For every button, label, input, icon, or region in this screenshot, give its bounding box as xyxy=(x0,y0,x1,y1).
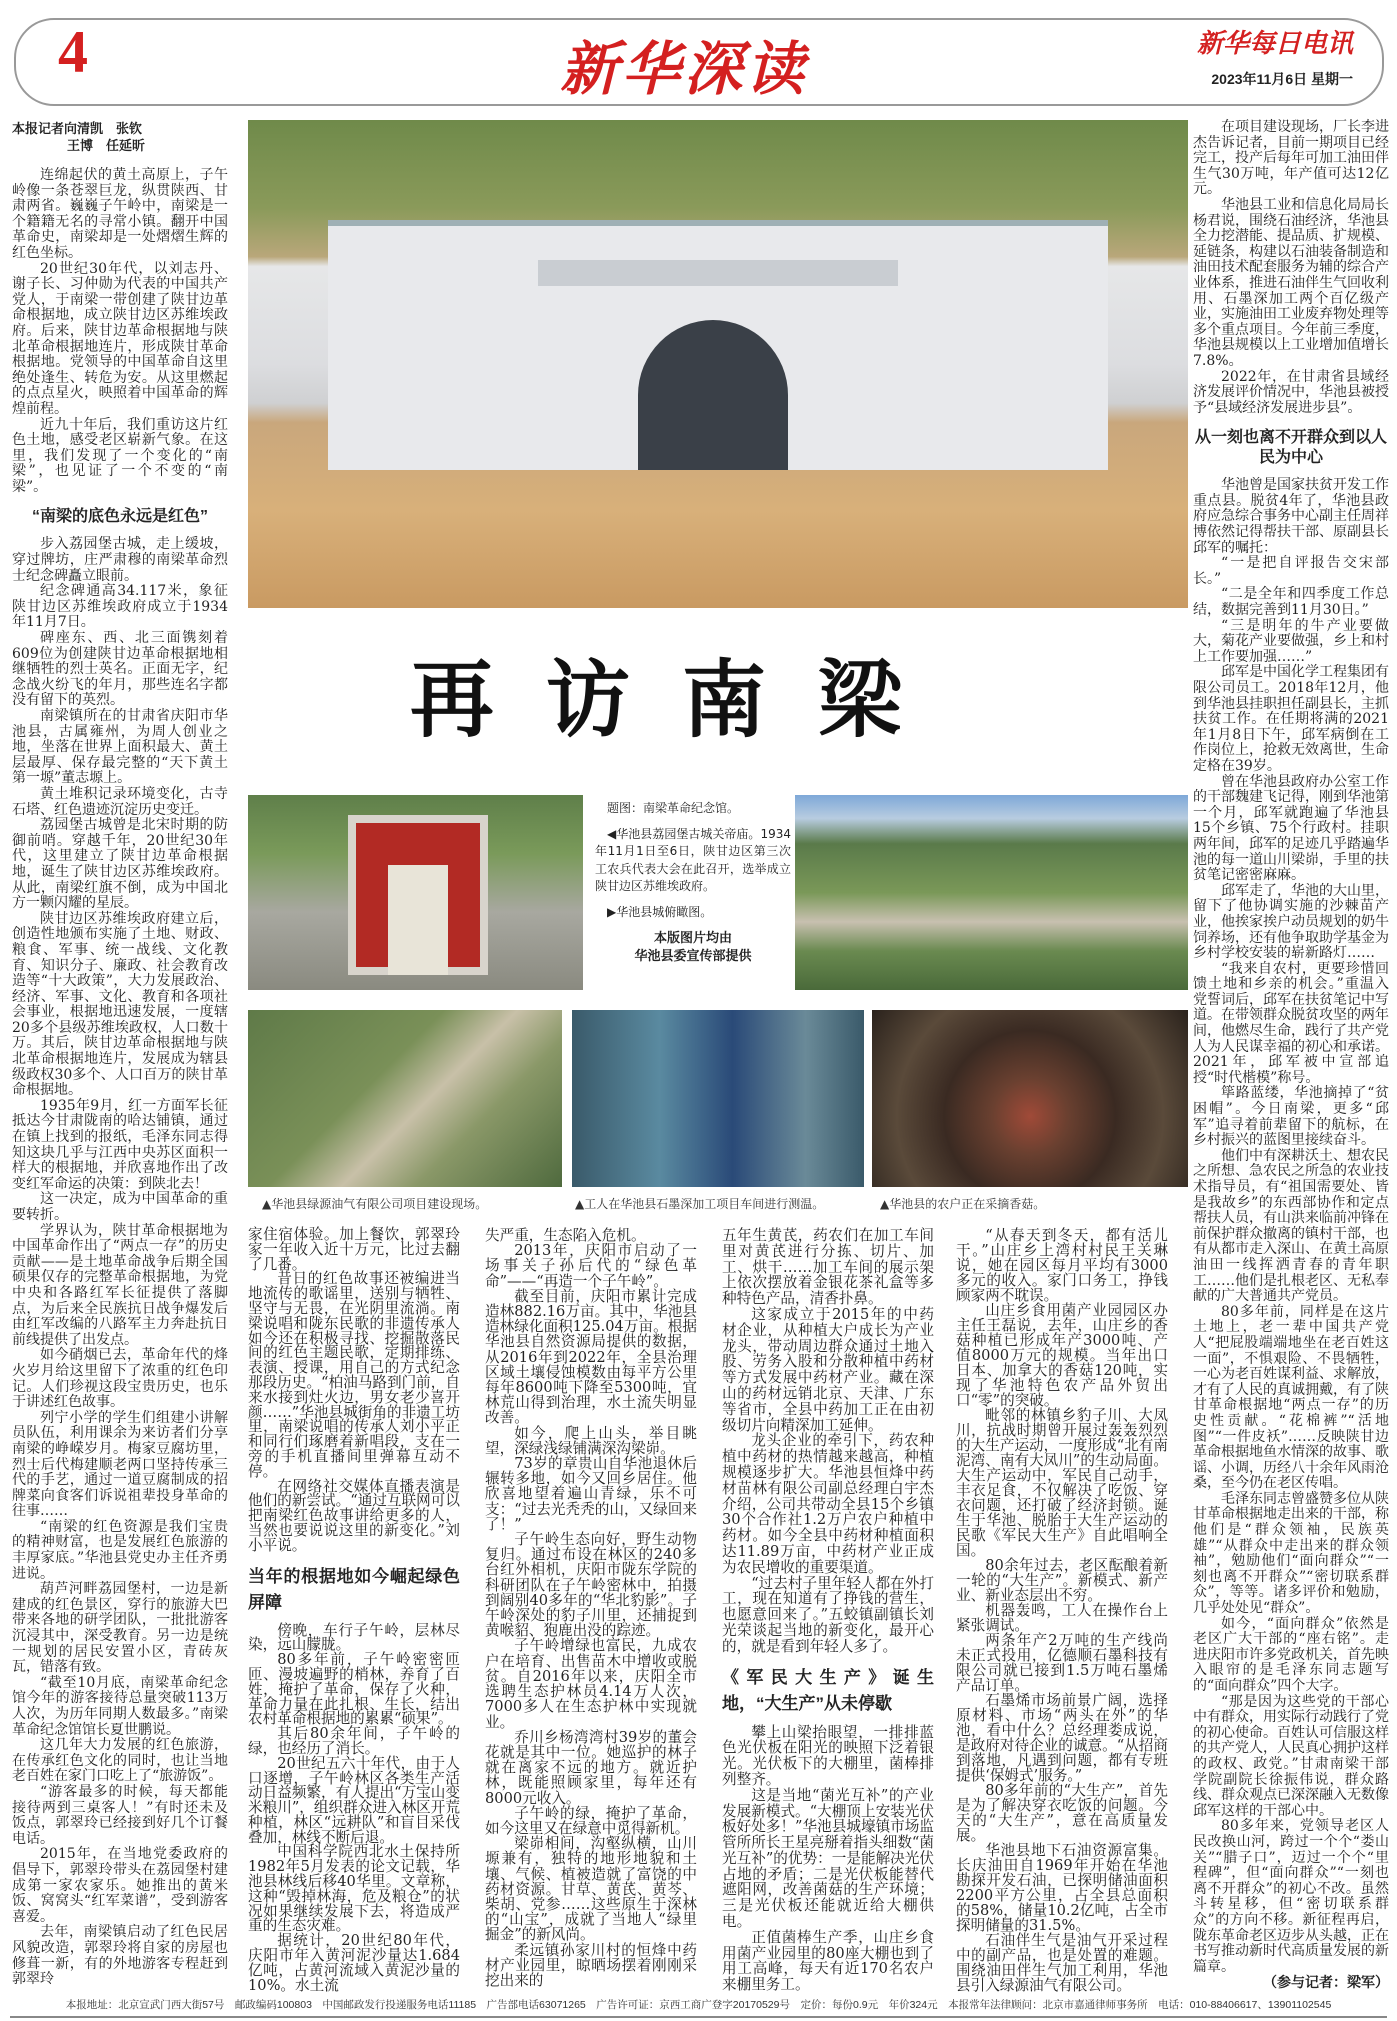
paragraph: 毛泽东同志曾盛赞多位从陕甘革命根据地走出来的干部，称他们是“群众领袖，民族英雄”“从群众中走出来的群众领袖”，勉励他们“面向群众”“一刻也离不开群众”“密切联系群众”，等等。诸多评价和勉励，几乎处处见“群众”。 xyxy=(1193,1490,1389,1617)
paragraph: 傍晚，车行子午岭，层林尽染，远山朦胧。 xyxy=(248,1621,460,1654)
paragraph: 机器轰鸣，工人在操作台上紧张调试。 xyxy=(956,1602,1168,1634)
paragraph: 攀上山梁抬眼望，一排排蓝色光伏板在阳光的映照下泛着银光。光伏板下的大棚里，菌棒排列整齐。 xyxy=(722,1723,934,1788)
paragraph: “截至10月底，南梁革命纪念馆今年的游客接待总量突破113万人次，为历年同期人数最多。”南梁革命纪念馆馆长夏世鹏说。 xyxy=(12,1674,228,1738)
paragraph: 其后80余年间，子午岭的绿，也经历了消长。 xyxy=(248,1725,460,1757)
paragraph: 73岁的章贵山自华池退休后辗转多地，如今又回乡居住。他欣喜地望着遍山青绿，乐不可支：“过去光秃秃的山，又绿回来了！” xyxy=(485,1455,697,1533)
photo-graphite-workers xyxy=(572,1010,864,1187)
page-number: 4 xyxy=(58,19,88,85)
byline-line: 王博 任延昕 xyxy=(67,138,146,153)
paragraph: 筚路蓝缕，华池摘掉了“贫困帽”。今日南梁，更多“邱军”追寻着前辈留下的航标，在乡村振兴的蓝图里接续奋斗。 xyxy=(1193,1085,1389,1149)
body-column-3 xyxy=(722,1228,934,1993)
paragraph: 曾在华池县政府办公室工作的干部魏建飞记得，刚到华池第一个月，邱军就跑遍了华池县15个乡镇、75个行政村。挂职两年间，邱军的足迹几乎踏遍华池的每一道山川梁峁，手里的扶贫笔记密密麻麻。 xyxy=(1193,773,1389,884)
caption-graphite: ▲工人在华池县石墨深加工项目车间进行测温。 xyxy=(575,1197,825,1211)
paragraph: 截至目前，庆阳市累计完成造林882.16万亩。其中，华池县造林绿化面积125.04万亩。根据华池县自然资源局提供的数据，从2016年到2022年，全县治理区域土壤侵蚀模数由每平方公里每年8600吨下降至5300吨，宜林荒山得到治理，水土流失明显改善。 xyxy=(485,1287,697,1427)
paragraph: 20世纪五六十年代，由于人口逐增，子午岭林区各类生产活动日益频繁，有人提出“万宝山变米粮川”，组织群众进入林区开荒种植，林区“远耕队”和盲目采伐叠加，林线不断后退。 xyxy=(248,1754,460,1846)
paragraph: 1935年9月，红一方面军长征抵达今甘肃陇南的哈达铺镇，通过在镇上找到的报纸，毛泽东同志得知这块几乎与江西中央苏区面积一样大的根据地，并欣喜地作出了改变红军命运的决策：到陕北去！ xyxy=(12,1097,228,1192)
paragraph: 五年生黄芪，药农们在加工车间里对黄芪进行分拣、切片、加工、烘干……加工车间的展示架上依次摆放着金银花茶礼盒等多种特色产品，清香扑鼻。 xyxy=(722,1227,934,1308)
caption-town: ▶华池县城俯瞰图。 xyxy=(607,904,713,919)
paragraph: 80多年前，子午岭密密匝匝、漫坡遍野的梢林，养育了百姓，掩护了革命，保存了火种，革命力量在此扎根、生长，结出农村革命根据地的累累“硕果”。 xyxy=(248,1651,460,1728)
photo-captions xyxy=(595,800,791,972)
paragraph: 这家成立于2015年的中药材企业，从种植大户成长为产业龙头，带动周边群众通过土地入股、劳务入股和分散种植中药材等方式发展中药材产业。藏在深山的药材远销北京、天津、广东等省市，全县中药加工正在由初级切片向精深加工延伸。 xyxy=(722,1305,934,1434)
photo-credit-line: 华池县委宣传部提供 xyxy=(634,947,752,963)
photo-mushroom-harvest xyxy=(872,1010,1188,1187)
paragraph: 如今硝烟已去，革命年代的烽火岁月给这里留下了浓重的红色印记。人们珍视这段宝贵历史，也乐于讲述红色故事。 xyxy=(12,1347,228,1411)
subheading: “南梁的底色永远是红色” xyxy=(31,508,208,526)
paragraph: 80余年过去，老区酝酿着新一轮的“大生产”。新模式、新产业、新业态层出不穷。 xyxy=(956,1557,1168,1604)
caption-mushroom: ▲华池县的农户正在采摘香菇。 xyxy=(880,1197,1046,1211)
paragraph: 这是当地“菌光互补”的产业发展新模式。“大棚顶上安装光伏板好处多！”华池县城壕镇市场监管所所长王星亮掰着指头细数“菌光互补”的优势：一是能解决光伏占地的矛盾；二是光伏板能替代遮阳网，改善菌菇的生产环境；三是光伏板还能就近给大棚供电。 xyxy=(722,1786,934,1931)
paragraph: 去年，南梁镇启动了红色民居风貌改造，郭翠玲将自家的房屋也修葺一新，有的外地游客专程赶到郭翠玲 xyxy=(12,1924,228,1988)
paragraph: 近九十年后，我们重访这片红色土地，感受老区崭新气象。在这里，我们发现了一个变化的“南梁”，也见证了一个不变的“南梁”。 xyxy=(12,416,228,495)
body-column-4 xyxy=(956,1228,1168,1993)
paragraph: 黄土堆积记录环境变化，古寺石塔、红色遗迹沉淀历史变迁。 xyxy=(12,785,228,818)
paragraph: 列宁小学的学生们组建小讲解员队伍，利用课余为来访者们分享南梁的峥嵘岁月。梅家豆腐坊里，烈士后代梅建顺老两口坚持传承三代的手艺，通过一道豆腐制成的招牌菜向食客们诉说祖辈投身革命的往事…… xyxy=(12,1409,228,1520)
paragraph: 80多年前，同样是在这片土地上，老一辈中国共产党人“把屁股端端地坐在老百姓这一面”，不惧艰险、不畏牺牲，一心为老百姓谋利益、求解放，才有了人民的真诚拥戴，有了陕甘革命根据地“两点一存”的历史性贡献。“花棉裤”“活地图”“一件皮袄”……反映陕甘边革命根据地鱼水情深的故事、歌谣、小调，历经八十余年风雨沧桑，至今仍在老区传唱。 xyxy=(1193,1303,1389,1492)
paragraph: 据统计，20世纪80年代，庆阳市年入黄河泥沙量达1.684亿吨，占黄河流域入黄泥沙量的10%。水土流 xyxy=(248,1932,460,1994)
paragraph: “三是明年的牛产业要做大，菊花产业要做强，乡上和村上工作要加强……” xyxy=(1193,617,1389,665)
paragraph: 子午岭生态向好，野生动物复归。通过布设在林区的240多台红外相机，庆阳市陇东学院的科研团队在子午岭密林中，拍摄到阔别40多年的“华北豹影”。子午岭深处的豹子川里，还捕捉到黄喉貂、狍鹿出没的踪迹。 xyxy=(485,1531,697,1640)
paragraph: 中国科学院西北水土保持所1982年5月发表的论文记载，华池县林线后移40华里。文章称，这种“毁掉林海，危及粮仓”的状况如果继续发展下去，将造成严重的生态灾难。 xyxy=(248,1843,460,1935)
photo-oil-gas-project xyxy=(248,1010,562,1187)
paragraph: 乔川乡杨湾湾村39岁的董会花就是其中一位。她巡护的林子就在离家不远的地方。就近护林，既能照顾家里，每年还有8000元收入。 xyxy=(485,1728,697,1807)
paragraph: 梁峁相间，沟壑纵横，山川塬兼有，独特的地形地貌和土壤、气候、植被造就了富饶的中药材资源。甘草、黄芪、黄芩、柴胡、党参……这些原生于深林的“山宝”，成就了当地人“绿里掘金”的新风尚。 xyxy=(485,1835,697,1944)
paragraph: 华池县工业和信息化局局长杨君说，围绕石油经济，华池县全力挖潜能、提品质、扩规模、延链条，构建以石油装备制造和油田技术配套服务为辅的综合产业体系，推进石油伴生气回收利用、石墨深加工两个百亿级产业，实施油田工业废弃物处理等多个重点项目。今年前三季度，华池县规模以上工业增加值增长7.8%。 xyxy=(1193,196,1389,369)
paragraph: 80多年来，党领导老区人民改换山河，跨过一个个“娄山关”“腊子口”，迈过一个个“里程碑”，但“面向群众”“一刻也离不开群众”的初心不改。虽然斗转星移，但“密切联系群众”的方向不移。新征程再启，陇东革命老区迈步从头越，正在书写推动新时代高质量发展的新篇章。 xyxy=(1193,1818,1389,1975)
subheading: 当年的根据地如今崛起绿色屏障 xyxy=(248,1566,460,1612)
paragraph: 纪念碑通高34.117米，象征陕甘边区苏维埃政府成立于1934年11月7日。 xyxy=(12,583,228,631)
paragraph: 这一决定，成为中国革命的重要转折。 xyxy=(12,1191,228,1223)
left-column xyxy=(12,120,228,1988)
paragraph: 如今，爬上山头，举目眺望，深绿浅绿铺满深沟梁峁。 xyxy=(485,1424,697,1457)
contributor-credit: （参与记者：梁军） xyxy=(1263,1974,1389,1991)
paragraph: 家住宿体验。加上餐饮，郭翠玲家一年收入近十万元，比过去翻了几番。 xyxy=(248,1226,460,1273)
caption-title-photo: 题图：南梁革命纪念馆。 xyxy=(607,801,740,815)
footer-rule xyxy=(10,2016,1387,2018)
paragraph: “游客最多的时候，每天都能接待两到三桌客人！”有时还未及饭点，郭翠玲已经接到好几个订餐电话。 xyxy=(12,1783,228,1847)
paragraph: 如今，“面向群众”依然是老区广大干部的“座右铭”。走进庆阳市许多党政机关，首先映入眼帘的是毛泽东同志题写的“面向群众”四个大字。 xyxy=(1193,1615,1389,1694)
caption-oil-gas: ▲华池县绿源油气有限公司项目建设现场。 xyxy=(262,1197,488,1211)
paragraph: 80多年前的“大生产”，首先是为了解决穿衣吃饭的问题。今天的“大生产”，意在高质量发展。 xyxy=(956,1782,1168,1844)
paragraph: 邱军是中国化学工程集团有限公司员工。2018年12月，他到华池县挂职担任副县长，主抓扶贫工作。在任期将满的2021年1月8日下午，邱军病倒在工作岗位上，抢救无效离世，生命定格在39岁。 xyxy=(1193,664,1389,774)
byline xyxy=(12,120,228,154)
body-column-2 xyxy=(485,1228,697,1988)
paragraph: 20世纪30年代，以刘志丹、谢子长、习仲勋为代表的中国共产党人，于南梁一带创建了陕甘边革命根据地，成立陕甘边区苏维埃政府。后来，陕甘边革命根据地与陕北革命根据地连片，形成陕甘革命根据地。党领导的中国革命自这里绝处逢生、转危为安。从这里燃起的点点星火，映照着中国革命的辉煌前程。 xyxy=(12,260,228,417)
section-masthead: 新华深读 xyxy=(560,37,809,102)
paragraph: “我来自农村，更要珍惜回馈土地和乡亲的机会。”重温入党誓词后，邱军在扶贫笔记中写道。在带领群众脱贫攻坚的两年间，他燃尽生命，践行了共产党人为人民谋幸福的初心和承诺。2021年，邱军被中宣部追授“时代楷模”称号。 xyxy=(1193,960,1389,1086)
paragraph: 邱军走了，华池的大山里，留下了他协调实施的沙棘苗产业，他挨家挨户动员规划的奶牛饲养场，还有他争取助学基金为乡村学校安装的崭新路灯…… xyxy=(1193,882,1389,962)
paragraph: 华池县地下石油资源富集。长庆油田自1969年开始在华池勘探开发石油，已探明储油面积2200平方公里，占全县总面积的58%，储量10.2亿吨，占全市探明储量的31.5%。 xyxy=(956,1842,1168,1934)
paragraph: 石墨烯市场前景广阔，选择原材料、市场“两头在外”的华池，看中什么？总经理娄成说，是政府对待企业的诚意。“从招商到落地，凡遇到问题，都有专班提供‘保姆式’服务。” xyxy=(956,1692,1168,1784)
paragraph: 他们中有深耕沃土、想农民之所想、急农民之所急的农业技术指导员，有“祖国需要处、皆是我故乡”的东西部协作和定点帮扶人员，有山洪来临前冲锋在前保护群众撤离的镇村干部，也有从都市走入深山、在黄土高原油田一线挥洒青春的青年职工……他们是扎根老区、无私奉献的广大普通共产党员。 xyxy=(1193,1147,1389,1305)
paragraph: 山庄乡食用菌产业园园区办主任王磊说，去年，山庄乡的香菇种植已形成年产3000吨、产值8000万元的规模。当年出口日本、加拿大的香菇120吨，实现了华池特色农产品外贸出口“零”的突破。 xyxy=(956,1302,1168,1409)
paragraph: “过去村子里年轻人都在外打工，现在知道有了挣钱的营生，也愿意回来了。”五蛟镇副镇长刘光荣谈起当地的新变化，最开心的，就是看到年轻人多了。 xyxy=(722,1574,934,1655)
paragraph: 葫芦河畔荔园堡村，一边是新建成的红色景区，穿行的旅游大巴带来各地的研学团队，一批批游客沉浸其中，深受教育。另一边是统一规划的居民安置小区，青砖灰瓦，错落有致。 xyxy=(12,1581,228,1676)
paper-name: 新华每日电讯 xyxy=(1196,29,1353,58)
paragraph: 两条年产2万吨的生产线尚未正式投用，亿德顺石墨科技有限公司就已接到1.5万吨石墨烯产品订单。 xyxy=(956,1632,1168,1694)
subheading: 从一刻也离不开群众到以人民为中心 xyxy=(1194,429,1387,467)
paragraph: 陕甘边区苏维埃政府建立后，创造性地颁布实施了土地、财政、粮食、军事、统一战线、文化教育、知识分子、廉政、社会教育改造等“十大政策”，大力发展政治、经济、军事、文化、教育和各项社会事业，根据地迅速发展，一度辖20多个县级苏维埃政权，人口数十万。其后，陕甘边革命根据地与陕北革命根据地连片，发展成为辖县级政权30多个、人口百万的陕甘革命根据地。 xyxy=(12,910,228,1099)
body-column-1 xyxy=(248,1228,460,1993)
paragraph: 毗邻的林镇乡豹子川、大凤川，抗战时期曾开展过轰轰烈烈的大生产运动，一度形成“北有南泥湾、南有大凤川”的生动局面。大生产运动中，军民自己动手，丰衣足食，不仅解决了吃饭、穿衣问题，还打破了经济封锁。诞生于华池、脱胎于大生产运动的民歌《军民大生产》自此唱响全国。 xyxy=(956,1407,1168,1559)
temple-gate-opening xyxy=(388,865,448,975)
memorial-entrance xyxy=(638,320,788,470)
paragraph: 失严重，生态陷入危机。 xyxy=(485,1227,646,1244)
byline-line: 本报记者向清凯 张钦 xyxy=(12,121,143,136)
paragraph: 学界认为，陕甘革命根据地为中国革命作出了“两点一存”的历史贡献——是土地革命战争后期全国硕果仅存的完整革命根据地，为党中央和各路红军长征提供了落脚点，为后来全民族抗日战争爆发后由红军改编的八路军主力奔赴抗日前线提供了出发点。 xyxy=(12,1222,228,1348)
paragraph: 柔远镇孙家川村的恒烽中药材产业园里，晾晒场摆着刚刚采挖出来的 xyxy=(485,1941,697,1989)
subheading: 《军民大生产》诞生地，“大生产”从未停歇 xyxy=(722,1667,934,1713)
issue-date: 2023年11月6日 星期一 xyxy=(1211,71,1353,87)
paragraph: 2015年，在当地党委政府的倡导下，郭翠玲带头在荔园堡村建成第一家农家乐。她推出的黄米饭、窝窝头“红军菜谱”，受到游客喜爱。 xyxy=(12,1846,228,1925)
right-column xyxy=(1193,120,1389,1991)
paragraph: “从春天到冬天，都有活儿干。”山庄乡上湾村村民王关琳说，她在园区每月平均有3000多元的收入。家门口务工，挣钱顾家两不耽误。 xyxy=(956,1227,1168,1304)
paragraph: 正值菌棒生产季，山庄乡食用菌产业园里的80座大棚也到了用工高峰，每天有近170名农户来棚里务工。 xyxy=(722,1928,934,1994)
paragraph: 华池曾是国家扶贫开发工作重点县。脱贫4年了，华池县政府应急综合事务中心副主任周祥博依然记得帮扶干部、原副县长邱军的嘱托： xyxy=(1193,477,1389,556)
paragraph: “二是全年和四季度工作总结，数据完善到11月30日。” xyxy=(1193,586,1389,619)
paragraph: “南梁的红色资源是我们宝贵的精神财富，也是发展红色旅游的丰厚家底。”华池县党史办主任齐勇进说。 xyxy=(12,1518,228,1582)
colophon: 本报地址：北京宣武门西大街57号 邮政编码100803 中国邮政发行投递服务电话11185 广告部电话63071265 广告许可证：京西工商广登字20170529号 定价：每份0.9元 年价324元 本报常年法律顾问：北京市嘉通律师事务所 电话：010-88406617、13901102545 xyxy=(65,1999,1332,2011)
paragraph: 碑座东、西、北三面镌刻着609位为创建陕甘边革命根据地相继牺牲的烈士英名。正面无字，纪念战火纷飞的年月，那些连名字都没有留下的英烈。 xyxy=(12,630,228,709)
paragraph: “那是因为这些党的干部心中有群众，用实际行动践行了党的初心使命。百姓认可信服这样的共产党人，人民真心拥护这样的政权、政党。”甘肃南梁干部学院副院长徐振伟说，群众路线、群众观点已深深融入无数像邱军这样的干部心中。 xyxy=(1193,1693,1389,1819)
paragraph: 2013年，庆阳市启动了一场事关子孙后代的“绿色革命”——“再造一个子午岭”。 xyxy=(485,1242,697,1290)
caption-temple: ◀华池县荔园堡古城关帝庙。1934年11月1日至6日，陕甘边区第三次工农兵代表大会在此召开，选举成立陕甘边区苏维埃政府。 xyxy=(595,826,791,893)
paragraph: 石油伴生气是油气开采过程中的副产品，也是处置的难题。围绕油田伴生气加工利用，华池县引入绿源油气有限公司。 xyxy=(956,1932,1168,1994)
paragraph: 子午岭增绿也富民，九成农户在培育、出售苗木中增收或脱贫。自2016年以来，庆阳全市选聘生态护林员4.14万人次，7000多人在生态护林中实现就业。 xyxy=(485,1637,697,1731)
paragraph: “一是把自评报告交宋部长。” xyxy=(1193,555,1389,587)
photo-huachi-aerial xyxy=(795,795,1188,990)
memorial-inscription-band xyxy=(538,260,898,286)
article-headline: 再访南梁 xyxy=(410,650,955,749)
paragraph: 在项目建设现场，厂长李进杰告诉记者，目前一期项目已经完工，投产后每年可加工油田伴生气30万吨，年产值可达12亿元。 xyxy=(1193,119,1389,198)
photo-credit xyxy=(595,929,791,964)
photo-credit-line: 本版图片均由 xyxy=(653,930,732,945)
paragraph: 南梁镇所在的甘肃省庆阳市华池县，古属雍州，为周人创业之地，坐落在世界上面积最大、黄土层最厚、保存最完整的“天下黄土第一塬”董志塬上。 xyxy=(12,708,228,787)
photo-nanliang-memorial-hall xyxy=(248,120,1188,608)
paragraph: 这几年大力发展的红色旅游，在传承红色文化的同时，也让当地老百姓在家门口吃上了“旅游饭”。 xyxy=(12,1737,228,1785)
paragraph: 昔日的红色故事还被编进当地流传的歌谣里，送别与牺牲、坚守与无畏，在光阴里流淌。南梁说唱和陇东民歌的非遗传承人如今还在积极寻找、挖掘散落民间的红色主题民歌，定期排练、表演、授课，用自己的方式纪念那段历史。“柏油马路到门前，自来水接到灶火边，男女老少喜开颜……”华池县城街角的非遗工坊里，南梁说唱的传承人刘小平正和同行们琢磨着新唱段，支在一旁的手机直播间里弹幕互动不停。 xyxy=(248,1270,460,1480)
paragraph: 步入荔园堡古城，走上缓坡，穿过牌坊，庄严肃穆的南梁革命烈士纪念碑矗立眼前。 xyxy=(12,536,228,584)
paragraph: 2022年，在甘肃省县域经济发展评价情况中，华池县被授予“县域经济发展进步县”。 xyxy=(1193,368,1389,416)
paragraph: 子午岭的绿，掩护了革命，如今这里又在绿意中觅得新机。 xyxy=(485,1804,697,1837)
photo-guandi-temple-gate xyxy=(248,795,583,990)
paragraph: 连绵起伏的黄土高原上，子午岭像一条苍翠巨龙，纵贯陕西、甘肃两省。巍巍子午岭中，南梁是一个籍籍无名的寻常小镇。翻开中国革命史，南梁却是一处熠熠生辉的红色坐标。 xyxy=(12,167,228,261)
paragraph: 在网络社交媒体直播表演是他们的新尝试。“通过互联网可以把南梁红色故事讲给更多的人，当然也要说说这里的新变化。”刘小平说。 xyxy=(248,1477,460,1554)
paragraph: 荔园堡古城曾是北宋时期的防御前哨。穿越千年，20世纪30年代，这里建立了陕甘边革命根据地，诞生了陕甘边区苏维埃政府。从此，南梁红旗不倒，成为中国北方一颗闪耀的星辰。 xyxy=(12,817,228,912)
paragraph: 龙头企业的牵引下，药农种植中药材的热情越来越高，种植规模逐步扩大。华池县恒烽中药材苗林有限公司副总经理白宇杰介绍，公司共带动全县15个乡镇30个合作社1.2万户农户种植中药材。如今全县中药材种植面积达11.89万亩，中药材产业正成为农民增收的重要渠道。 xyxy=(722,1432,934,1576)
